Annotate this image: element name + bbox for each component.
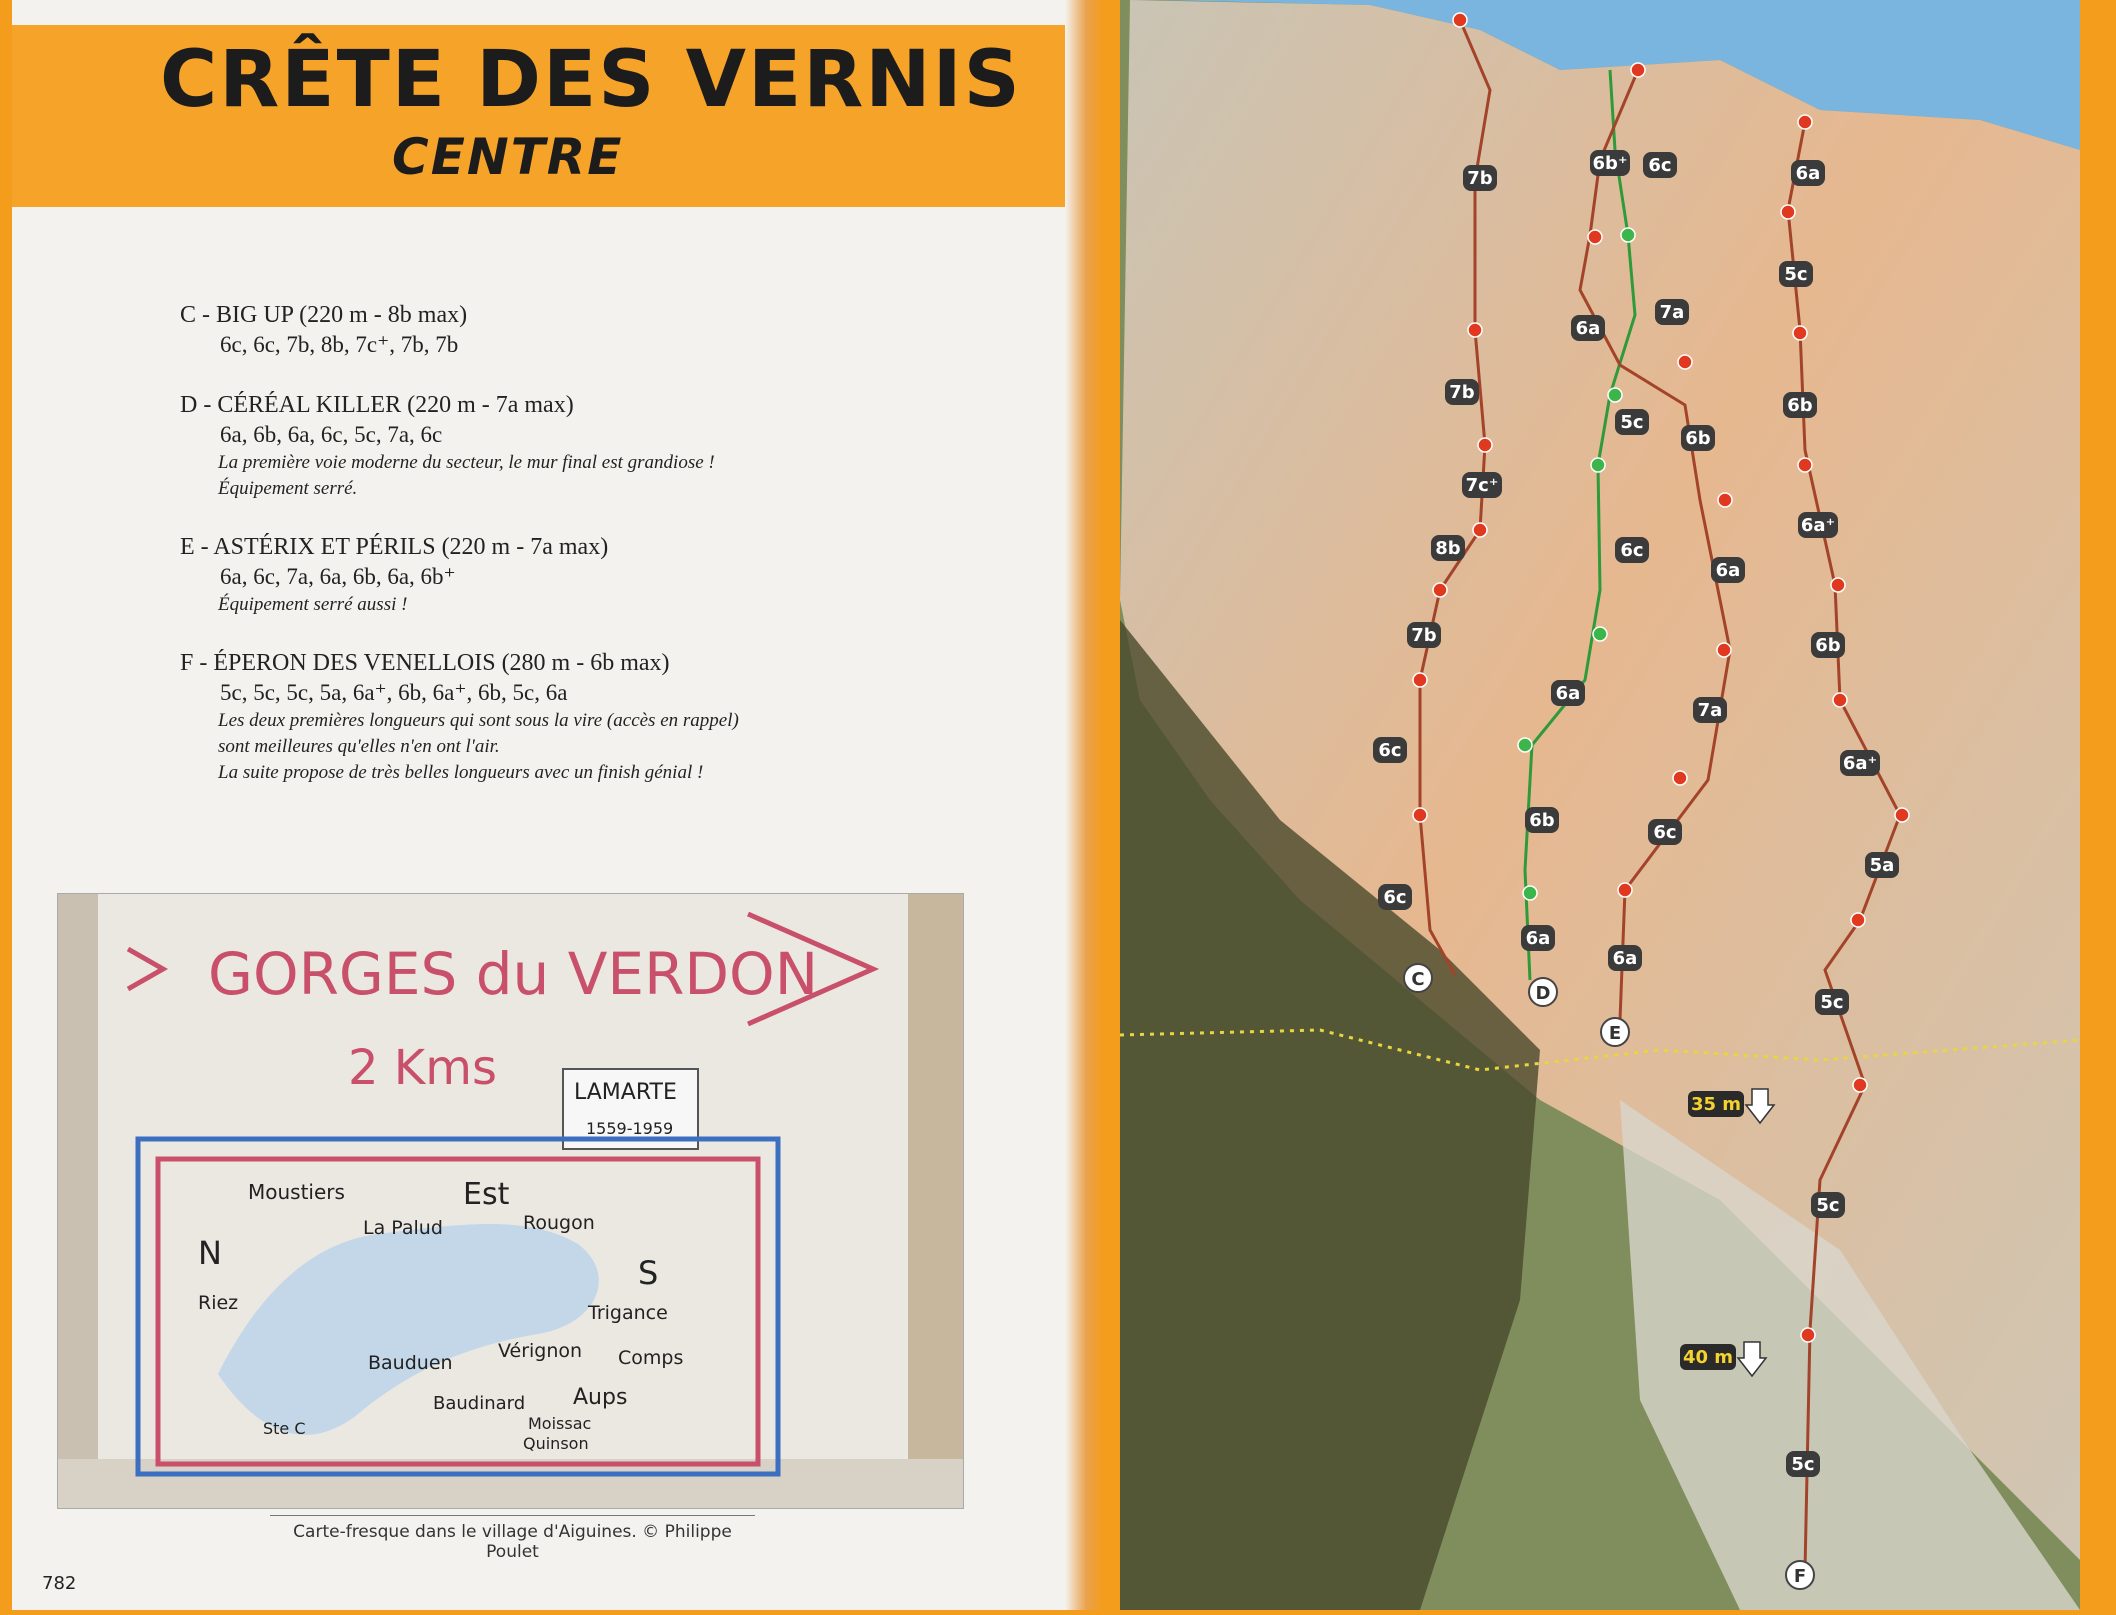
belay-point: [1453, 13, 1467, 27]
belay-point: [1798, 458, 1812, 472]
svg-text:7a: 7a: [1659, 302, 1685, 323]
grade-label: [1798, 512, 1838, 538]
route-grades: 6a, 6c, 7a, 6a, 6b, 6a, 6b⁺: [220, 564, 456, 589]
fresco-place: Rougon: [523, 1212, 595, 1234]
grade-label: [1608, 945, 1642, 971]
fresco-place: Trigance: [588, 1302, 668, 1324]
route-d: [180, 390, 880, 502]
belay-point: [1793, 326, 1807, 340]
fresco-place: N: [198, 1234, 222, 1272]
svg-text:6a: 6a: [1525, 928, 1551, 949]
route-name: D - CÉRÉAL KILLER (220 m - 7a max): [180, 392, 574, 418]
grade-label: [1783, 392, 1817, 418]
fresco-place: Ste C: [263, 1419, 306, 1438]
svg-text:6c: 6c: [1648, 155, 1672, 176]
page-number: 782: [42, 1573, 77, 1594]
svg-text:35 m: 35 m: [1690, 1094, 1742, 1115]
grade-label: [1615, 409, 1649, 435]
grade-label: [1445, 379, 1479, 405]
route-note: La première voie moderne du secteur, le mur final est grandiose !: [218, 452, 715, 473]
svg-text:7a: 7a: [1697, 700, 1723, 721]
belay-point: [1717, 643, 1731, 657]
belay-point: [1798, 115, 1812, 129]
belay-point: [1591, 458, 1605, 472]
belay-point: [1851, 913, 1865, 927]
svg-text:6c: 6c: [1653, 822, 1677, 843]
belay-point: [1621, 228, 1635, 242]
fresco-place: Quinson: [523, 1434, 589, 1453]
grade-label: [1779, 261, 1813, 287]
grade-label: [1655, 299, 1689, 325]
route-grades: 6c, 6c, 7b, 8b, 7c⁺, 7b, 7b: [220, 332, 459, 357]
grade-label: [1407, 622, 1441, 648]
route-note: Les deux premières longueurs qui sont sous la vire (accès en rappel): [218, 710, 739, 731]
route-note: Équipement serré.: [218, 478, 358, 499]
route-start-d: [1529, 978, 1557, 1006]
svg-text:6b: 6b: [1685, 428, 1711, 449]
route-name: E - ASTÉRIX ET PÉRILS (220 m - 7a max): [180, 534, 609, 560]
fresco-place: La Palud: [363, 1217, 443, 1239]
svg-text:7b: 7b: [1449, 382, 1475, 403]
route-note: sont meilleures qu'elles n'en ont l'air.: [218, 736, 500, 757]
grade-label: [1840, 750, 1880, 776]
route-note: Équipement serré aussi !: [218, 594, 408, 615]
fresco-place: S: [638, 1254, 659, 1292]
belay-point: [1593, 627, 1607, 641]
grade-label: [1525, 807, 1559, 833]
route-e: [180, 532, 880, 618]
grade-label: [1648, 819, 1682, 845]
photo-caption: Carte-fresque dans le village d'Aiguines. © Philippe Poulet: [293, 1522, 732, 1562]
belay-point: [1413, 673, 1427, 687]
belay-point: [1478, 438, 1492, 452]
grade-label: [1811, 632, 1845, 658]
grade-label: [1590, 150, 1630, 176]
svg-text:6a: 6a: [1715, 560, 1741, 581]
svg-text:6b: 6b: [1815, 635, 1841, 656]
grade-label: [1791, 160, 1825, 186]
fresco-place: Vérignon: [498, 1340, 583, 1362]
route-grades: 6a, 6b, 6a, 6c, 5c, 7a, 6c: [220, 422, 443, 447]
belay-point: [1468, 323, 1482, 337]
grade-label: [1462, 472, 1502, 498]
topo-photo: [1120, 0, 2080, 1610]
svg-text:F: F: [1793, 1566, 1807, 1587]
belay-point: [1523, 886, 1537, 900]
svg-text:7b: 7b: [1467, 168, 1493, 189]
grade-label: [1615, 537, 1649, 563]
svg-text:40 m: 40 m: [1682, 1347, 1734, 1368]
belay-point: [1588, 230, 1602, 244]
belay-point: [1433, 583, 1447, 597]
belay-point: [1801, 1328, 1815, 1342]
caption-divider: [270, 1515, 755, 1516]
fresco-place: Aups: [573, 1385, 628, 1410]
belay-point: [1413, 808, 1427, 822]
grade-label: [1373, 737, 1407, 763]
svg-text:5c: 5c: [1816, 1195, 1840, 1216]
svg-text:5c: 5c: [1820, 992, 1844, 1013]
svg-text:8b: 8b: [1435, 538, 1461, 559]
belay-point: [1895, 808, 1909, 822]
fresco-place: Bauduen: [368, 1352, 453, 1374]
grade-label: [1693, 697, 1727, 723]
belay-point: [1781, 205, 1795, 219]
belay-point: [1608, 388, 1622, 402]
svg-text:6a: 6a: [1575, 318, 1601, 339]
sector-subtitle: CENTRE: [392, 128, 624, 186]
fresco-gorges-text: GORGES du VERDON: [208, 940, 819, 1008]
grade-label: [1431, 535, 1465, 561]
grade-label: [1378, 884, 1412, 910]
belay-point: [1718, 493, 1732, 507]
svg-text:D: D: [1535, 983, 1551, 1004]
grade-label: [1811, 1192, 1845, 1218]
belay-point: [1678, 355, 1692, 369]
svg-text:7b: 7b: [1411, 625, 1437, 646]
grade-label: [1786, 1451, 1820, 1477]
belay-point: [1831, 578, 1845, 592]
grade-label: [1521, 925, 1555, 951]
sector-title: CRÊTE DES VERNIS: [160, 35, 1022, 125]
page-edge: [2080, 0, 2116, 1610]
belay-point: [1853, 1078, 1867, 1092]
svg-text:6b: 6b: [1787, 395, 1813, 416]
grade-label: [1815, 989, 1849, 1015]
fresco-place: Comps: [618, 1347, 684, 1369]
svg-text:5c: 5c: [1620, 412, 1644, 433]
belay-point: [1631, 63, 1645, 77]
fresco-distance-text: 2 Kms: [348, 1040, 498, 1096]
grade-label: [1571, 315, 1605, 341]
grade-label: [1865, 852, 1899, 878]
svg-text:6c: 6c: [1620, 540, 1644, 561]
svg-text:6c: 6c: [1378, 740, 1402, 761]
svg-text:5a: 5a: [1869, 855, 1895, 876]
svg-text:5c: 5c: [1784, 264, 1808, 285]
plaque-years: 1559-1959: [586, 1119, 674, 1138]
grade-label: [1551, 680, 1585, 706]
belay-point: [1518, 738, 1532, 752]
belay-point: [1673, 771, 1687, 785]
belay-point: [1473, 523, 1487, 537]
svg-text:6c: 6c: [1383, 887, 1407, 908]
fresco-place: Moissac: [528, 1414, 592, 1433]
route-name: F - ÉPERON DES VENELLOIS (280 m - 6b max): [180, 650, 670, 676]
route-name: C - BIG UP (220 m - 8b max): [180, 302, 468, 328]
route-f: [180, 648, 880, 786]
fresco-place: Riez: [198, 1292, 239, 1314]
svg-text:5c: 5c: [1791, 1454, 1815, 1475]
route-list: [180, 300, 880, 816]
route-start-e: [1601, 1018, 1629, 1046]
svg-text:6a: 6a: [1612, 948, 1638, 969]
page-edge: [0, 0, 12, 1610]
route-c: [180, 300, 880, 360]
route-grades: 5c, 5c, 5c, 5a, 6a⁺, 6b, 6a⁺, 6b, 5c, 6a: [220, 680, 568, 705]
svg-text:6a⁺: 6a⁺: [1842, 753, 1878, 774]
svg-text:6a⁺: 6a⁺: [1800, 515, 1836, 536]
fresco-photo: [57, 893, 964, 1509]
route-start-c: [1404, 964, 1432, 992]
grade-label: [1711, 557, 1745, 583]
svg-text:7c⁺: 7c⁺: [1465, 475, 1499, 496]
svg-text:6a: 6a: [1555, 683, 1581, 704]
grade-label: [1643, 152, 1677, 178]
grade-label: [1681, 425, 1715, 451]
belay-point: [1618, 883, 1632, 897]
fresco-place: Est: [463, 1177, 510, 1212]
grade-label: [1463, 165, 1497, 191]
route-note: La suite propose de très belles longueurs avec un finish génial !: [218, 762, 704, 783]
plaque-name: LAMARTE: [574, 1080, 677, 1105]
route-start-f: [1786, 1561, 1814, 1589]
svg-text:6b⁺: 6b⁺: [1592, 153, 1628, 174]
fresco-place: Moustiers: [248, 1180, 345, 1204]
belay-point: [1833, 693, 1847, 707]
svg-text:6b: 6b: [1529, 810, 1555, 831]
fresco-place: Baudinard: [433, 1393, 526, 1414]
svg-text:E: E: [1608, 1023, 1622, 1044]
svg-text:6a: 6a: [1795, 163, 1821, 184]
svg-text:C: C: [1411, 969, 1425, 990]
